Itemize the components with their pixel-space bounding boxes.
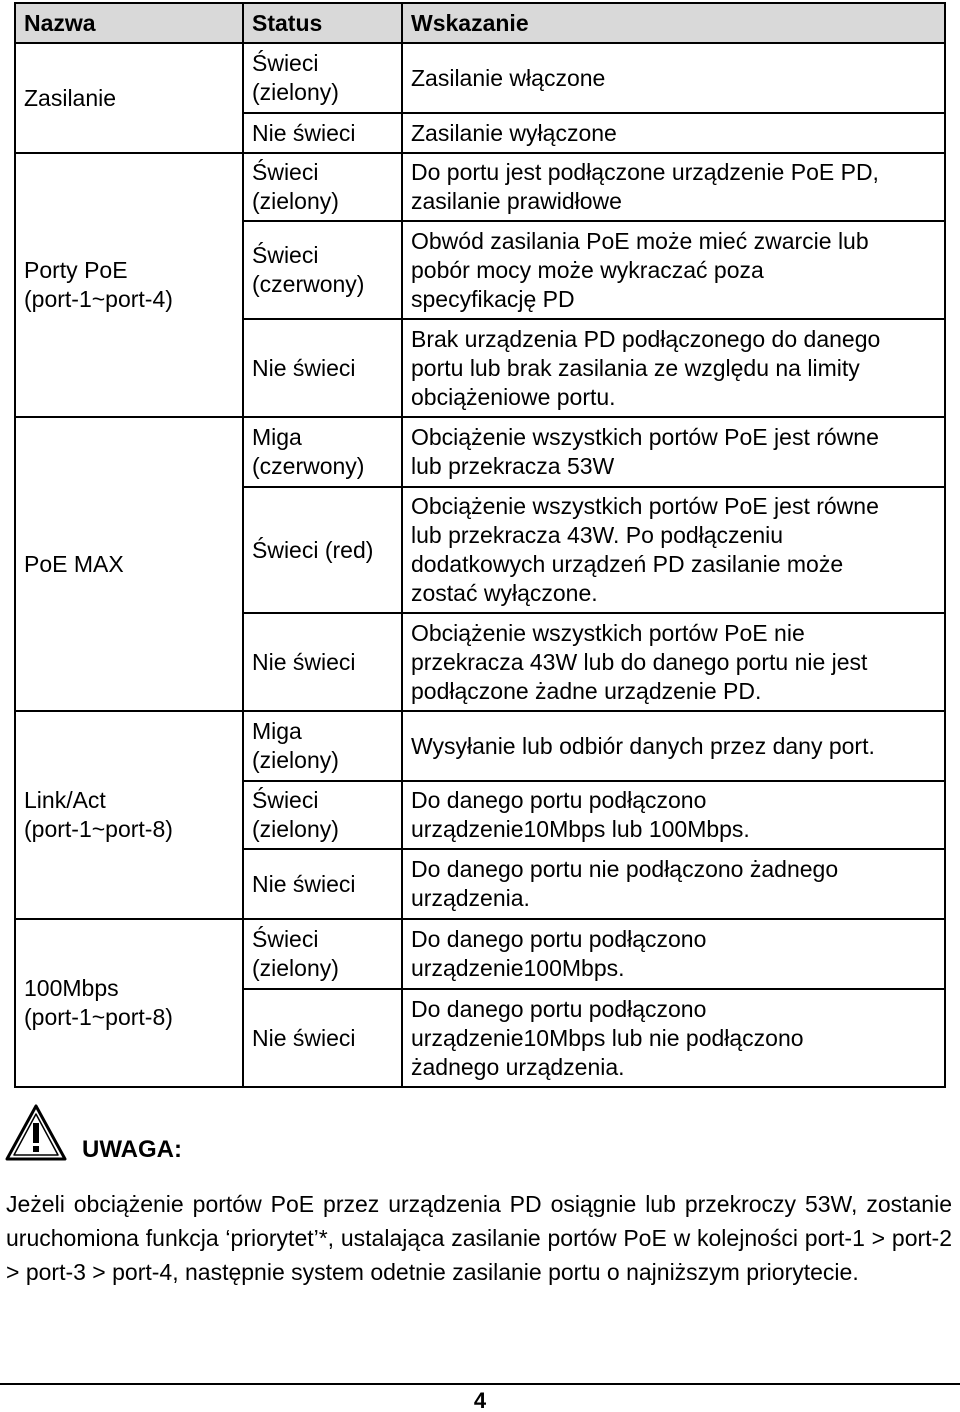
status-text: Świeci (zielony) [252,50,339,105]
indication-text: Do portu jest podłączone urządzenie PoE PD, zasilanie prawidłowe [411,159,879,214]
row-group-name [15,919,243,1087]
indication-text: Zasilanie włączone [411,64,606,91]
indication-cell [402,711,945,781]
indication-text: Wysyłanie lub odbiór danych przez dany port. [411,732,875,759]
row-group-name [15,711,243,919]
header-status: Status [243,3,402,43]
group-name-text: PoE MAX [24,550,124,577]
status-text: Nie świeci [252,1024,356,1051]
status-cell [243,221,402,319]
note-text: Jeżeli obciążenie portów PoE przez urządzenia PD osiągnie lub przekroczy 53W, zostanie uruchomiona funkcja ‘priorytet’*, ustalająca zasilanie portów PoE w kolejności port-1 > port-2 > port-3 > port-4, następnie system odetnie zasilanie portu o najniższym priorytecie. [6,1191,952,1285]
indication-text: Do danego portu nie podłączono żadnego urządzenia. [411,856,839,911]
page-number: 4 [473,1388,487,1412]
table-row [15,417,945,487]
group-name-text: 100Mbps (port-1~port-8) [24,975,173,1030]
indication-cell [402,417,945,487]
status-cell [243,919,402,989]
indication-text: Obciążenie wszystkich portów PoE jest równe lub przekracza 43W. Po podłączeniu dodatkowych urządzeń PD zasilanie może zostać wyłączone. [411,493,879,606]
indication-text: Zasilanie wyłączone [411,119,617,146]
note-header [4,1103,304,1163]
status-cell [243,989,402,1087]
table-row [15,43,945,113]
status-text: Nie świeci [252,354,356,381]
indication-text: Do danego portu podłączono urządzenie10Mbps lub nie podłączono żadnego urządzenia. [411,995,804,1080]
indication-cell [402,153,945,221]
led-status-table [14,2,946,1088]
indication-cell [402,989,945,1087]
status-text: Nie świeci [252,648,356,675]
status-text: Miga (czerwony) [252,424,365,479]
status-cell [243,487,402,613]
indication-cell [402,319,945,417]
status-cell [243,43,402,113]
indication-text: Obciążenie wszystkich portów PoE jest równe lub przekracza 53W [411,424,879,479]
status-text: Świeci (red) [252,536,374,563]
status-cell [243,153,402,221]
status-text: Miga (zielony) [252,718,339,773]
indication-cell [402,781,945,849]
status-cell [243,781,402,849]
indication-text: Obciążenie wszystkich portów PoE nie przekracza 43W lub do danego portu nie jest podłączone żadne urządzenie PD. [411,619,868,704]
warning-triangle-icon [4,1103,68,1163]
table-row [15,919,945,989]
indication-text: Do danego portu podłączono urządzenie10Mbps lub 100Mbps. [411,787,750,842]
indication-cell [402,849,945,919]
indication-text: Brak urządzenia PD podłączonego do danego portu lub brak zasilania ze względu na limity obciążeniowe portu. [411,325,881,410]
indication-cell [402,113,945,153]
status-cell [243,319,402,417]
note-label: UWAGA: [82,1136,182,1163]
status-cell [243,113,402,153]
status-text: Świeci (zielony) [252,926,339,981]
table-header-row [15,3,945,43]
header-indication: Wskazanie [402,3,945,43]
header-name: Nazwa [15,3,243,43]
status-text: Świeci (zielony) [252,159,339,214]
status-text: Nie świeci [252,119,356,146]
group-name-text: Porty PoE (port-1~port-4) [24,257,173,312]
indication-cell [402,221,945,319]
table-row [15,711,945,781]
row-group-name [15,417,243,711]
status-cell [243,613,402,711]
indication-text: Obwód zasilania PoE może mieć zwarcie lub pobór mocy może wykraczać poza specyfikację PD [411,227,869,312]
group-name-text: Zasilanie [24,84,117,111]
status-text: Świeci (zielony) [252,787,339,842]
indication-cell [402,919,945,989]
indication-cell [402,487,945,613]
indication-text: Do danego portu podłączono urządzenie100Mbps. [411,926,707,981]
status-cell [243,849,402,919]
row-group-name [15,153,243,417]
status-cell [243,417,402,487]
indication-cell [402,43,945,113]
footer-divider [0,1383,960,1385]
group-name-text: Link/Act (port-1~port-8) [24,787,173,842]
row-group-name [15,43,243,153]
status-cell [243,711,402,781]
indication-cell [402,613,945,711]
table-row [15,153,945,221]
status-text: Świeci (czerwony) [252,242,365,297]
status-text: Nie świeci [252,870,356,897]
